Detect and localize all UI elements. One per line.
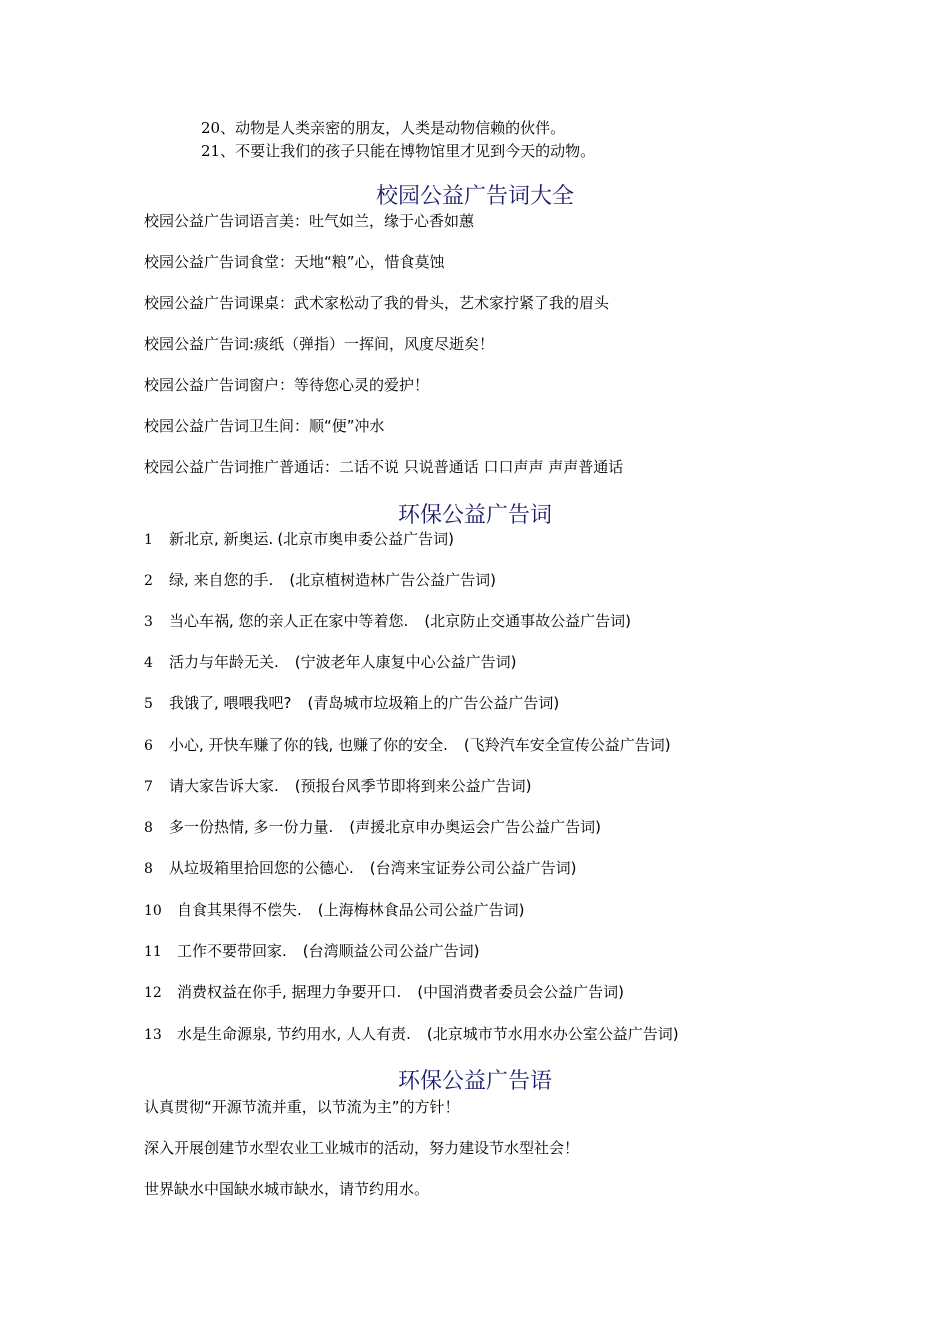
item-number: 8 [144, 861, 153, 877]
item-text: 我饿了, 喂喂我吧? [169, 694, 292, 712]
list-item [144, 858, 577, 879]
item-text: 工作不要带回家. [177, 942, 287, 960]
section-title-campus: 校园公益广告词大全 [375, 184, 574, 209]
item-source: (青岛城市垃圾箱上的广告公益广告词) [307, 694, 560, 712]
item-number: 3 [144, 614, 153, 630]
list-item [144, 570, 496, 591]
slogan-line: 认真贯彻“开源节流并重，以节流为主”的方针！ [144, 1098, 460, 1116]
item-text: 自食其果得不偿失. [177, 901, 302, 919]
list-item [144, 611, 631, 632]
item-text: 请大家告诉大家. [169, 777, 279, 795]
item-text: 多一份热情, 多一份力量. [169, 818, 334, 836]
item-number: 4 [144, 655, 153, 671]
item-source: (北京市奥申委公益广告词) [277, 530, 455, 548]
list-item [144, 941, 480, 962]
list-item [144, 1024, 679, 1045]
section-title-eco-ads: 环保公益广告词 [397, 503, 552, 528]
intro-line-20 [201, 118, 565, 138]
item-source: (北京城市节水用水办公室公益广告词) [426, 1025, 679, 1043]
item-text: 绿, 来自您的手. [169, 571, 274, 589]
list-item [144, 982, 624, 1003]
item-text: 当心车祸, 您的亲人正在家中等着您. [169, 612, 409, 630]
item-source: (北京防止交通事故公益广告词) [424, 612, 632, 630]
slogan-line: 世界缺水中国缺水城市缺水，请节约用水。 [144, 1180, 430, 1198]
campus-line: 校园公益广告词推广普通话：二话不说 只说普通话 口口声声 声声普通话 [144, 458, 624, 476]
intro-text: 动物是人类亲密的朋友，人类是动物信赖的伙伴。 [235, 119, 566, 137]
item-number: 11 [144, 944, 162, 960]
list-item [144, 776, 532, 797]
campus-line: 校园公益广告词卫生间：顺“便”冲水 [144, 417, 385, 435]
item-number: 5 [144, 696, 153, 712]
item-number: 12 [144, 985, 162, 1001]
item-text: 小心, 开快车赚了你的钱, 也赚了你的安全. [169, 736, 448, 754]
item-number: 13 [144, 1027, 162, 1043]
intro-number: 21、 [201, 142, 236, 160]
item-source: (宁波老年人康复中心公益广告词) [294, 653, 517, 671]
item-text: 活力与年龄无关. [169, 653, 279, 671]
item-text: 从垃圾箱里拾回您的公德心. [169, 859, 354, 877]
list-item [144, 529, 454, 550]
item-number: 8 [144, 820, 153, 836]
list-item [144, 652, 517, 673]
list-item [144, 900, 525, 921]
item-source: (声援北京申办奥运会广告公益广告词) [349, 818, 602, 836]
campus-line: 校园公益广告词食堂：天地“粮”心，惜食莫蚀 [144, 253, 445, 271]
list-item [144, 693, 559, 714]
slogan-line: 深入开展创建节水型农业工业城市的活动，努力建设节水型社会！ [144, 1139, 580, 1157]
campus-line: 校园公益广告词窗户：等待您心灵的爱护！ [144, 376, 430, 394]
item-source: (台湾来宝证券公司公益广告词) [369, 859, 577, 877]
item-number: 7 [144, 779, 153, 795]
item-source: (中国消费者委员会公益广告词) [417, 983, 625, 1001]
item-text: 水是生命源泉, 节约用水, 人人有责. [177, 1025, 411, 1043]
campus-line: 校园公益广告词课桌：武术家松动了我的骨头，艺术家拧紧了我的眉头 [144, 294, 610, 312]
item-number: 10 [144, 903, 162, 919]
campus-line: 校园公益广告词:痰纸（弹指）一挥间，风度尽逝矣！ [144, 335, 495, 353]
item-text: 消费权益在你手, 据理力争要开口. [177, 983, 402, 1001]
item-number: 6 [144, 738, 153, 754]
intro-number: 20、 [201, 119, 236, 137]
item-source: (台湾顺益公司公益广告词) [302, 942, 480, 960]
intro-line-21 [201, 141, 595, 161]
item-source: (北京植树造林广告公益广告词) [289, 571, 497, 589]
intro-text: 不要让我们的孩子只能在博物馆里才见到今天的动物。 [235, 142, 596, 160]
item-number: 2 [144, 573, 153, 589]
item-number: 1 [144, 532, 153, 548]
list-item [144, 735, 671, 756]
section-title-eco-slogans: 环保公益广告语 [397, 1069, 552, 1094]
item-text: 新北京, 新奥运. [169, 530, 274, 548]
item-source: (预报台风季节即将到来公益广告词) [294, 777, 532, 795]
campus-line: 校园公益广告词语言美：吐气如兰，缘于心香如蕙 [144, 212, 475, 230]
list-item [144, 817, 601, 838]
item-source: (上海梅林食品公司公益广告词) [317, 901, 525, 919]
item-source: (飞羚汽车安全宣传公益广告词) [463, 736, 671, 754]
